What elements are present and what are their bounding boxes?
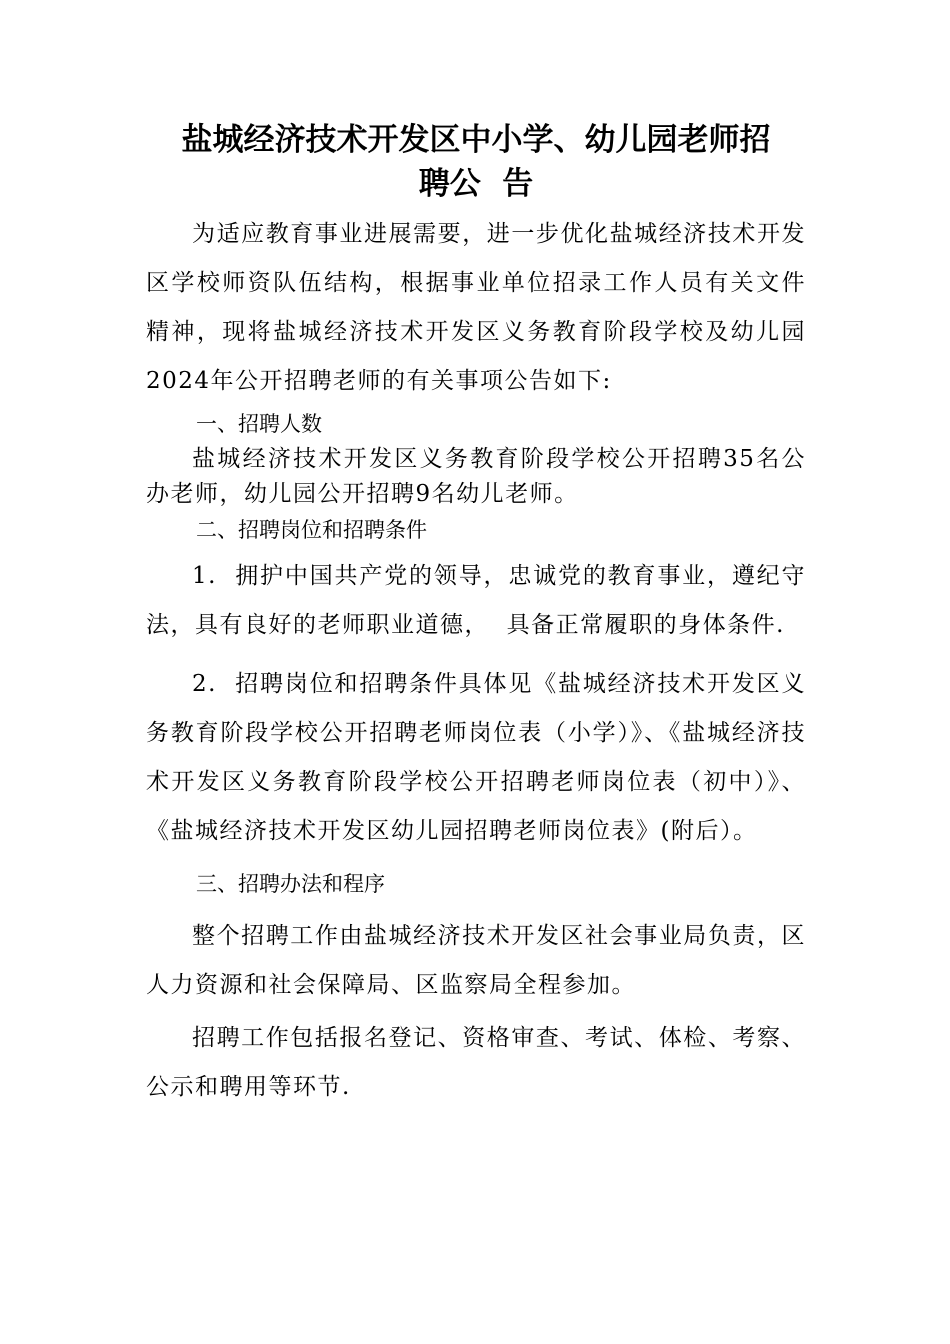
- section-1-heading: 一、招聘人数: [196, 412, 322, 436]
- section-3-paragraph-2: 招聘工作包括报名登记、资格审查、考试、体检、考察、公示和聘用等环节.: [146, 1025, 806, 1100]
- section-2-item-2: 2. 招聘岗位和招聘条件具体见《盐城经济技术开发区义务教育阶段学校公开招聘老师岗位表（小学）》、《盐城经济技术开发区义务教育阶段学校公开招聘老师岗位表（初中）》、《盐城经济技术开发区幼儿园招聘老师岗位表》(附后）。: [146, 671, 806, 844]
- document-page: [146, 118, 806, 1112]
- document-title-line-1: 盐城经济技术开发区中小学、幼儿园老师招: [181, 122, 771, 158]
- document-title: [146, 118, 806, 206]
- section-3-heading: 三、招聘办法和程序: [196, 872, 385, 896]
- intro-paragraph: 为适应教育事业进展需要，进一步优化盐城经济技术开发区学校师资队伍结构，根据事业单位招录工作人员有关文件精神，现将盐城经济技术开发区义务教育阶段学校及幼儿园2024年公开招聘老师的有关事项公告如下:: [146, 221, 806, 394]
- document-title-line-2: 聘公 告: [418, 166, 534, 202]
- section-1-text: 盐城经济技术开发区义务教育阶段学校公开招聘35名公办老师，幼儿园公开招聘9名幼儿老师。: [146, 446, 806, 507]
- section-2-item-1: 1. 拥护中国共产党的领导，忠诚党的教育事业，遵纪守法，具有良好的老师职业道德， 具备正常履职的身体条件.: [146, 563, 806, 638]
- section-2-heading: 二、招聘岗位和招聘条件: [196, 518, 427, 542]
- section-3-paragraph-1: 整个招聘工作由盐城经济技术开发区社会事业局负责，区人力资源和社会保障局、区监察局全程参加。: [146, 923, 806, 998]
